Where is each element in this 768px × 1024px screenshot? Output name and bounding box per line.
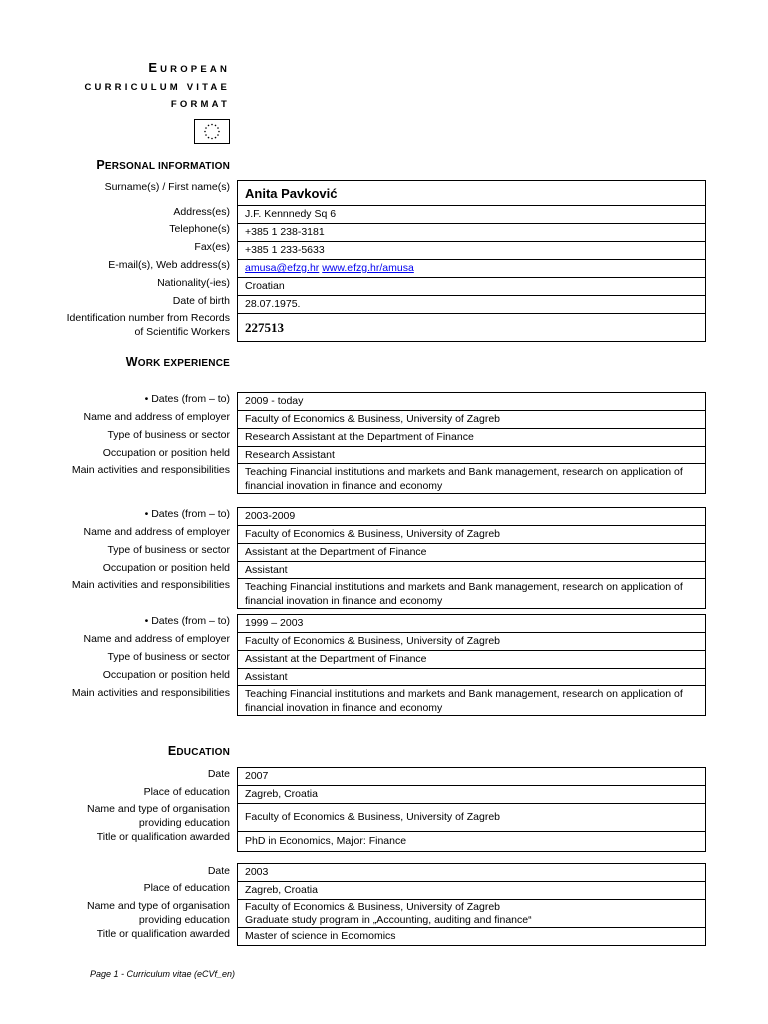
label-dates: • Dates (from – to): [144, 508, 230, 520]
full-name: Anita Pavković: [245, 185, 338, 201]
section-heading-personal: PERSONAL INFORMATION: [96, 158, 230, 172]
nationality-row: [238, 278, 705, 296]
telephone-row: [238, 224, 705, 242]
edu-title-row: PhD in Economics, Major: Finance: [245, 835, 407, 847]
label-employer: Name and address of employer: [83, 411, 230, 423]
work-employer-row: Faculty of Economics & Business, University of Zagreb: [238, 411, 705, 429]
address-row: [238, 206, 705, 224]
education-entry: [237, 863, 706, 946]
label-dates: • Dates (from – to): [144, 393, 230, 405]
dob-row: [238, 296, 705, 314]
label-date: Date: [207, 768, 230, 780]
label-occupation: Occupation or position held: [102, 447, 230, 459]
label-email: E-mail(s), Web address(s): [108, 259, 230, 271]
personal-info-table: [237, 180, 706, 342]
label-telephone: Telephone(s): [169, 223, 230, 235]
edu-org-row: Faculty of Economics & Business, University of Zagreb: [238, 804, 705, 832]
work-employer-row: Faculty of Economics & Business, University of Zagreb: [238, 526, 705, 544]
label-organisation: Name and type of organisation providing education: [86, 900, 230, 926]
edu-place-row: Zagreb, Croatia: [238, 786, 705, 804]
label-activities: Main activities and responsibilities: [71, 687, 230, 699]
cv-title-line-2: CURRICULUM VITAE: [84, 82, 230, 93]
label-activities: Main activities and responsibilities: [71, 579, 230, 591]
label-date-of-birth: Date of birth: [172, 295, 230, 307]
id-value: 227513: [245, 320, 284, 335]
email-link[interactable]: amusa@efzg.hr: [245, 262, 320, 274]
label-employer: Name and address of employer: [83, 526, 230, 538]
label-place: Place of education: [143, 882, 230, 894]
label-place: Place of education: [143, 786, 230, 798]
page-footer: Page 1 - Curriculum vitae (eCVf_en): [90, 969, 236, 979]
work-dates-row: 2003-2009: [238, 508, 705, 526]
section-heading-work: WORK EXPERIENCE: [125, 355, 230, 369]
work-occupation-row: Assistant: [238, 562, 705, 579]
label-employer: Name and address of employer: [83, 633, 230, 645]
telephone-value: +385 1 238-3181: [245, 226, 325, 238]
work-activities-row: Teaching Financial institutions and markets and Bank management, research on application of financial inovation in finance and economy: [245, 581, 683, 607]
label-nationality: Nationality(-ies): [157, 277, 230, 289]
dob-value: 28.07.1975.: [245, 298, 301, 310]
label-dates: • Dates (from – to): [144, 615, 230, 627]
nationality-value: Croatian: [245, 280, 285, 292]
label-organisation: Name and type of organisation providing education: [86, 803, 230, 829]
education-entry: [237, 767, 706, 852]
cv-title-line-3: FORMAT: [170, 99, 230, 110]
label-title: Title or qualification awarded: [96, 928, 230, 940]
address-value: J.F. Kennnedy Sq 6: [245, 208, 337, 220]
fax-value: +385 1 233-5633: [245, 244, 325, 256]
label-business: Type of business or sector: [107, 651, 230, 663]
edu-title-row: Master of science in Ecomomics: [245, 930, 396, 942]
label-activities: Main activities and responsibilities: [71, 464, 230, 476]
label-occupation: Occupation or position held: [102, 669, 230, 681]
web-link[interactable]: www.efzg.hr/amusa: [322, 262, 414, 274]
label-fax: Fax(es): [194, 241, 230, 253]
id-row: [238, 314, 705, 341]
work-business-row: Assistant at the Department of Finance: [238, 651, 705, 669]
label-business: Type of business or sector: [107, 544, 230, 556]
eu-flag-icon: [194, 119, 230, 144]
label-date: Date: [207, 865, 230, 877]
work-occupation-row: Research Assistant: [238, 447, 705, 464]
label-business: Type of business or sector: [107, 429, 230, 441]
section-heading-education: EDUCATION: [167, 744, 230, 758]
cv-title-line-1: EUROPEAN: [148, 60, 230, 75]
work-entry: [237, 614, 706, 716]
label-address: Address(es): [173, 206, 230, 218]
email-row: [238, 260, 705, 278]
label-title: Title or qualification awarded: [96, 831, 230, 843]
work-entry: [237, 392, 706, 494]
edu-date-row: 2003: [238, 864, 705, 882]
work-entry: [237, 507, 706, 609]
edu-date-row: 2007: [238, 768, 705, 786]
work-activities-row: Teaching Financial institutions and markets and Bank management, research on application of financial inovation in finance and economy: [245, 688, 683, 714]
work-occupation-row: Assistant: [238, 669, 705, 686]
edu-org-row: Faculty of Economics & Business, University of Zagreb Graduate study program in „Accounting, auditing and finance“: [238, 900, 705, 928]
work-business-row: Assistant at the Department of Finance: [238, 544, 705, 562]
name-row: [238, 181, 705, 206]
work-employer-row: Faculty of Economics & Business, University of Zagreb: [238, 633, 705, 651]
work-business-row: Research Assistant at the Department of Finance: [238, 429, 705, 447]
label-identification: Identification number from Records of Scientific Workers: [66, 312, 230, 338]
work-dates-row: 1999 – 2003: [238, 615, 705, 633]
edu-place-row: Zagreb, Croatia: [238, 882, 705, 900]
fax-row: [238, 242, 705, 260]
label-occupation: Occupation or position held: [102, 562, 230, 574]
work-activities-row: Teaching Financial institutions and markets and Bank management, research on application of financial inovation in finance and economy: [245, 466, 683, 492]
label-name: Surname(s) / First name(s): [104, 181, 230, 193]
work-dates-row: 2009 - today: [238, 393, 705, 411]
